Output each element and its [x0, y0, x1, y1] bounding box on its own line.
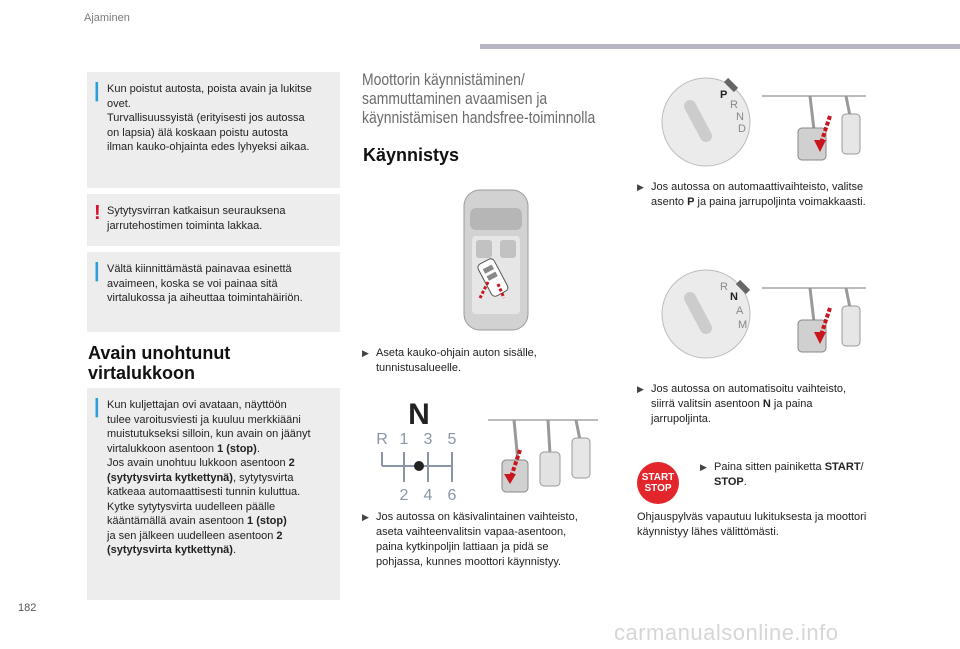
final-note: Ohjauspylväs vapautuu lukituksesta ja moottori käynnistyy lähes välittömästi. — [637, 511, 867, 538]
section-heading: Avain unohtunut virtalukkoon — [88, 343, 231, 383]
step-arrow-icon: ▶ — [362, 348, 369, 358]
info-note-box — [87, 252, 340, 332]
car-top-view-illustration — [458, 186, 534, 334]
note-text: Kun poistut autosta, poista avain ja lukitse ovet. Turvallisuussyistä (erityisesti jos autossa on lapsia) älä koskaan poistu autosta ilman kauko-ohjainta edes lyhyeksi aikaa. — [107, 83, 312, 153]
selector-r: R — [730, 99, 738, 111]
info-note-box — [87, 388, 340, 600]
clutch-pedal-illustration — [488, 410, 598, 496]
step-automated-gearbox: ▶ Jos autossa on automatisoitu vaihteisto, siirrä valitsin asentoon N ja paina jarrupoljinta. — [637, 383, 847, 425]
gear-r: R — [376, 431, 388, 448]
section-label: Ajaminen — [84, 12, 130, 24]
step-manual-gearbox: ▶ Jos autossa on käsivalintainen vaihteisto, aseta vaihteenvalitsin vapaa-asentoon, paina kytkinpoljin lattiaan ja pidä se pohjassa, kunnes moottori käynnistyy. — [362, 511, 578, 568]
gear-1: 1 — [399, 431, 409, 448]
gear-6: 6 — [447, 487, 457, 504]
note-text: Vältä kiinnittämästä painavaa esinettä avaimeen, koska se voi painaa sitä virtalukossa ja aiheuttaa toimintahäiriön. — [107, 263, 303, 304]
step-automatic-gearbox: ▶ Jos autossa on automaattivaihteisto, valitse asento P ja paina jarrupoljinta voimakkaasti. — [637, 181, 866, 208]
warning-note-box — [87, 194, 340, 246]
step-arrow-icon: ▶ — [637, 182, 644, 192]
selector-n: N — [736, 111, 744, 123]
warning-icon: ! — [94, 202, 101, 224]
start-stop-button-icon: START STOP — [637, 462, 679, 504]
selector-n: N — [730, 291, 738, 303]
subheading: Käynnistys — [363, 145, 460, 165]
page-title: Moottorin käynnistäminen/ sammuttaminen avaamisen ja käynnistämisen handsfree-toiminnolla — [362, 70, 596, 127]
watermark: carmanualsonline.info — [614, 620, 839, 645]
note-text: Kun kuljettajan ovi avataan, näyttöön tulee varoitusviesti ja kuuluu merkkiääni muistutukseksi silloin, kun avain on jäänyt virtalukkoon asentoon 1 (stop). Jos avain unohtuu lukkoon asentoon 2 (sytytysvirta kytkettynä), sytytysvirta katkeaa automaattisesti tunnin kuluttua. Kytke sytytysvirta uudelleen päälle kääntämällä avain asentoon 1 (stop) ja sen jälkeen uudelleen asentoon 2 (sytytysvirta kytkettynä). — [107, 399, 311, 556]
gear-3: 3 — [423, 431, 433, 448]
manual-gearbox-diagram — [374, 396, 464, 504]
header-accent-bar — [480, 44, 960, 49]
selector-d: D — [738, 123, 746, 135]
note-text: Sytytysvirran katkaisun seurauksena jarrutehostimen toiminta lakkaa. — [107, 205, 286, 232]
step-remote-inside: ▶ Aseta kauko-ohjain auton sisälle, tunnistusalueelle. — [362, 347, 537, 374]
selector-r: R — [720, 281, 728, 293]
gear-4: 4 — [423, 487, 433, 504]
selector-p: P — [720, 89, 728, 101]
gear-5: 5 — [447, 431, 457, 448]
step-arrow-icon: ▶ — [637, 384, 644, 394]
automatic-selector-illustration — [650, 76, 866, 168]
gear-2: 2 — [399, 487, 409, 504]
gear-letter: N — [408, 398, 430, 431]
info-icon: | — [94, 396, 100, 418]
page-number: 182 — [18, 602, 37, 614]
info-icon: | — [94, 80, 100, 102]
automated-selector-illustration — [650, 268, 866, 360]
step-press-start: ▶ Paina sitten painiketta START/ STOP. — [700, 461, 864, 488]
info-icon: | — [94, 260, 100, 282]
step-arrow-icon: ▶ — [700, 462, 707, 472]
info-note-box — [87, 72, 340, 188]
step-arrow-icon: ▶ — [362, 512, 369, 522]
selector-a: A — [736, 305, 744, 317]
selector-m: M — [738, 319, 748, 331]
